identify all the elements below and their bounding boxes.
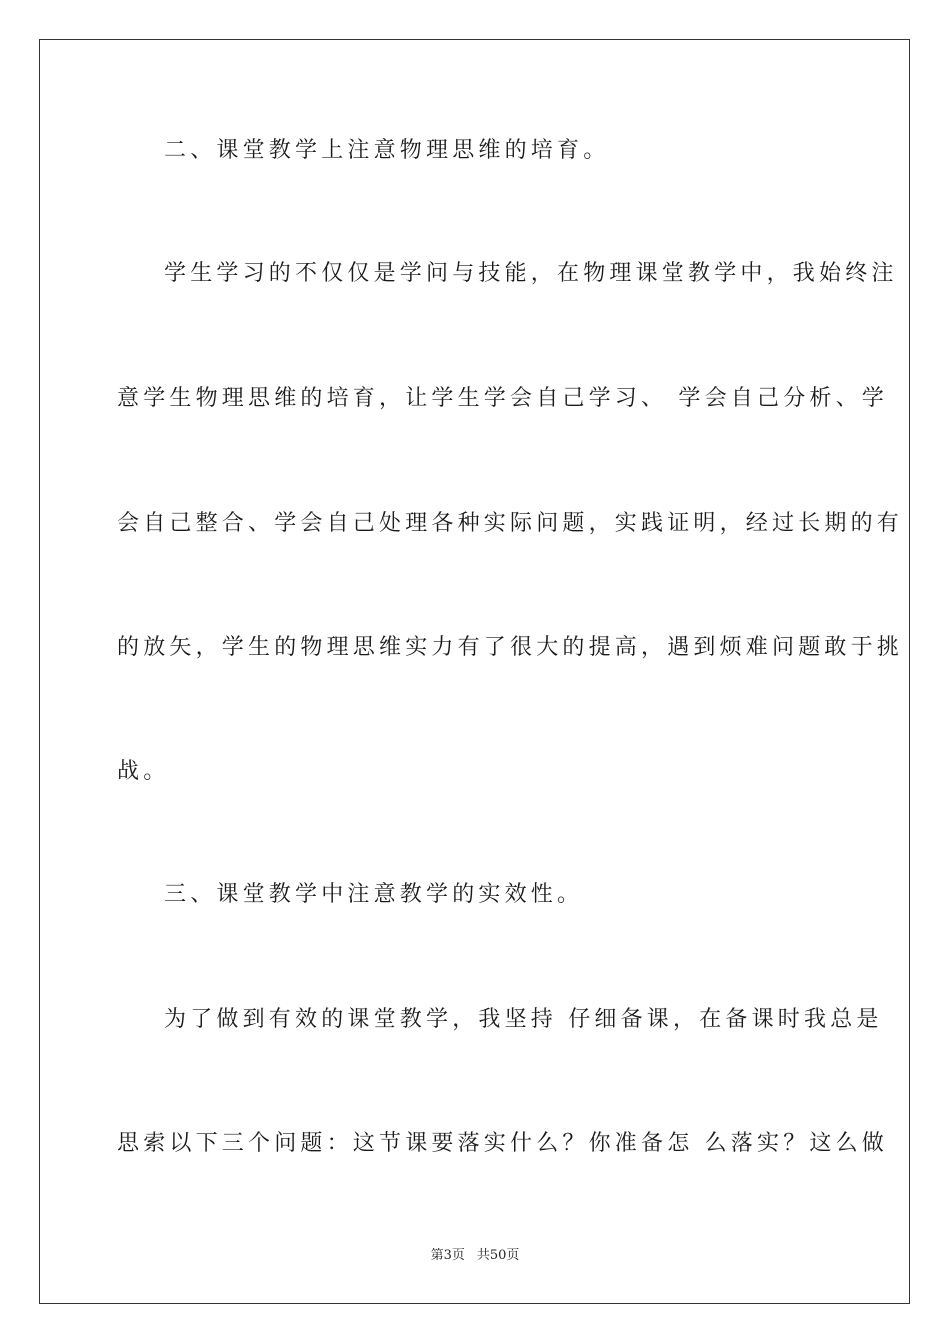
paragraph-line: 学生学习的不仅仅是学问与技能，在物理课堂教学中，我始终注 (164, 261, 898, 286)
heading-section-three: 三、课堂教学中注意教学的实效性。 (164, 882, 584, 907)
page-number: 第3页 (430, 1248, 465, 1263)
paragraph-line: 意学生物理思维的培育，让学生学会自己学习、 学会自己分析、学 (117, 386, 888, 411)
paragraph-line: 会自己整合、学会自己处理各种实际问题，实践证明，经过长期的有 (117, 511, 904, 536)
paragraph-line: 为了做到有效的课堂教学，我坚持 仔细备课，在备课时我总是 (164, 1007, 883, 1032)
page-frame (39, 39, 910, 1304)
paragraph-line: 思索以下三个问题：这节课要落实什么？你准备怎 么落实？这么做 (117, 1131, 888, 1156)
page-footer (0, 1247, 950, 1265)
heading-section-two: 二、课堂教学上注意物理思维的培育。 (164, 138, 610, 163)
paragraph-line: 战。 (117, 759, 170, 784)
paragraph-line: 的放矢，学生的物理思维实力有了很大的提高，遇到烦难问题敢于挑 (117, 635, 904, 660)
total-pages: 共50页 (476, 1248, 520, 1263)
